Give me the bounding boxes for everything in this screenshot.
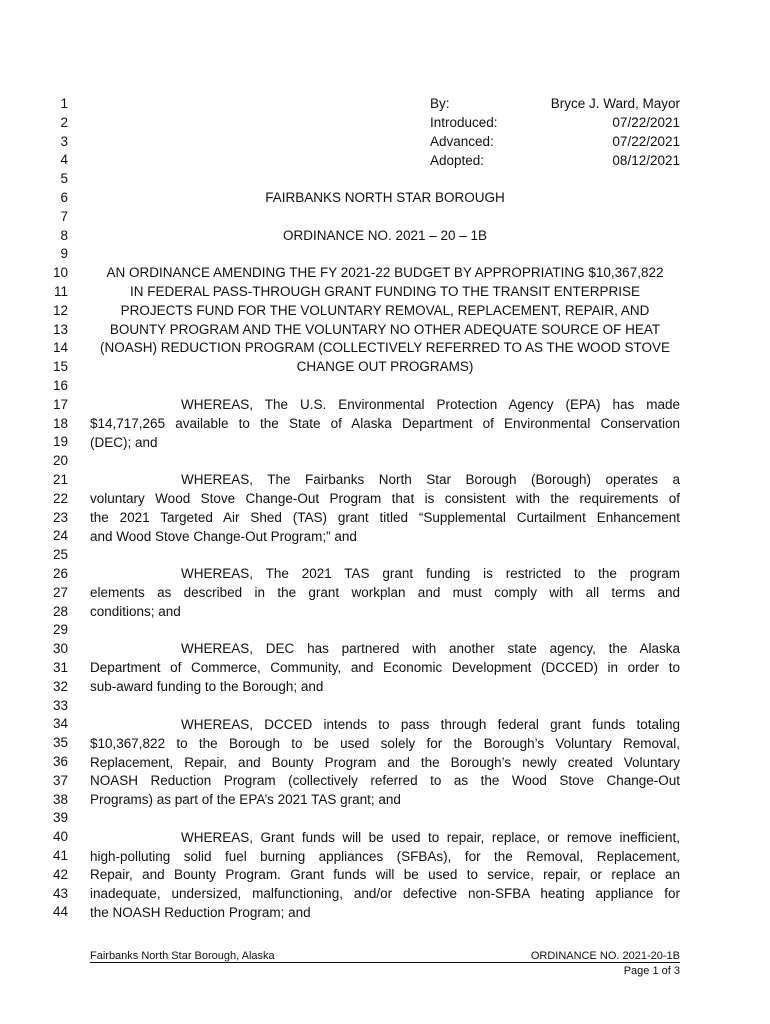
line-number: 24: [52, 528, 68, 544]
line-number: 36: [52, 754, 68, 769]
ordinance-title-line: CHANGE OUT PROGRAMS): [296, 359, 474, 374]
body-line: conditions; and: [90, 604, 181, 619]
footer-ordinance-number: ORDINANCE NO. 2021-20-1B: [530, 950, 680, 962]
introduced-label: Introduced:: [430, 115, 498, 130]
line-number: 40: [52, 829, 68, 845]
line-number: 37: [52, 772, 68, 788]
body-line: high-polluting solid fuel burning appliances (SFBAs), for the Removal, Replacement,: [90, 849, 680, 864]
page-number: Page 1 of 3: [623, 965, 680, 977]
body-line: NOASH Reduction Program (collectively referred to as the Wood Stove Change-Out: [90, 773, 680, 788]
line-number: 5: [60, 171, 68, 187]
line-number: 35: [52, 735, 68, 751]
body-line: Replacement, Repair, and Bounty Program and the Borough’s newly created Voluntary: [90, 755, 680, 770]
line-number: 14: [52, 340, 68, 356]
line-number: 9: [60, 246, 68, 262]
line-number: 34: [52, 716, 68, 732]
whereas-line: WHEREAS, DCCED intends to pass through federal grant funds totaling: [181, 717, 680, 732]
body-line: voluntary Wood Stove Change-Out Program that is consistent with the requirements of: [90, 491, 680, 506]
line-number: 28: [52, 603, 68, 619]
line-number: 11: [53, 284, 68, 299]
line-number: 27: [52, 584, 68, 600]
line-number: 33: [52, 697, 68, 713]
mayor-name: Bryce J. Ward, Mayor: [550, 96, 680, 111]
adopted-label: Adopted:: [430, 153, 485, 168]
whereas-line: WHEREAS, The U.S. Environmental Protection Agency (EPA) has made: [181, 397, 680, 412]
line-number: 4: [60, 152, 68, 168]
advanced-label: Advanced:: [430, 134, 494, 149]
line-number: 3: [60, 133, 68, 149]
line-number: 29: [52, 622, 68, 638]
ordinance-title-line: (NOASH) REDUCTION PROGRAM (COLLECTIVELY REFERRED TO AS THE WOOD STOVE: [99, 340, 671, 355]
line-number: 21: [52, 472, 68, 487]
footer-borough: Fairbanks North Star Borough, Alaska: [90, 950, 275, 962]
body-line: the NOASH Reduction Program; and: [90, 905, 311, 920]
body-line: inadequate, undersized, malfunctioning, and/or defective non-SFBA heating appliance for: [90, 886, 680, 901]
line-number: 10: [52, 265, 68, 281]
advanced-date: 07/22/2021: [612, 134, 680, 149]
line-number: 13: [52, 321, 68, 337]
whereas-line: WHEREAS, Grant funds will be used to repair, replace, or remove inefficient,: [181, 830, 680, 845]
whereas-line: WHEREAS, DEC has partnered with another state agency, the Alaska: [181, 641, 680, 656]
line-number: 23: [52, 509, 68, 525]
by-label: By:: [430, 96, 450, 111]
line-number: 25: [52, 547, 68, 563]
body-line: (DEC); and: [90, 435, 158, 450]
line-number: 8: [60, 227, 68, 243]
body-line: Department of Commerce, Community, and Economic Development (DCCED) in order to: [90, 660, 680, 675]
line-number: 19: [52, 434, 68, 450]
footer-divider: [90, 962, 680, 963]
whereas-line: WHEREAS, The 2021 TAS grant funding is restricted to the program: [181, 566, 680, 581]
borough-heading: FAIRBANKS NORTH STAR BOROUGH: [265, 190, 505, 205]
introduced-date: 07/22/2021: [612, 115, 680, 130]
whereas-line: WHEREAS, The Fairbanks North Star Borough (Borough) operates a: [181, 472, 680, 487]
body-line: $10,367,822 to the Borough to be used solely for the Borough’s Voluntary Removal,: [90, 736, 680, 751]
line-number: 30: [52, 641, 68, 657]
ordinance-number: ORDINANCE NO. 2021 – 20 – 1B: [282, 228, 488, 243]
line-number: 6: [60, 190, 68, 205]
line-number: 31: [52, 660, 68, 675]
line-number: 15: [52, 359, 68, 375]
line-number: 20: [52, 453, 68, 469]
body-line: the 2021 Targeted Air Shed (TAS) grant titled “Supplemental Curtailment Enhancement: [90, 510, 680, 525]
line-number: 16: [52, 378, 68, 393]
line-number: 39: [52, 810, 68, 826]
line-number: 32: [52, 678, 68, 694]
body-line: elements as described in the grant workplan and must comply with all terms and: [90, 585, 680, 600]
line-number: 7: [60, 208, 68, 224]
body-line: Programs) as part of the EPA’s 2021 TAS grant; and: [90, 792, 401, 807]
line-number: 22: [52, 490, 68, 506]
line-number: 1: [60, 96, 68, 111]
line-number: 41: [52, 848, 68, 863]
ordinance-title-line: PROJECTS FUND FOR THE VOLUNTARY REMOVAL, REPLACEMENT, REPAIR, AND: [120, 303, 650, 318]
ordinance-title-line: AN ORDINANCE AMENDING THE FY 2021-22 BUDGET BY APPROPRIATING $10,367,822: [106, 265, 664, 280]
ordinance-title-line: IN FEDERAL PASS-THROUGH GRANT FUNDING TO THE TRANSIT ENTERPRISE: [129, 284, 641, 299]
body-line: Repair, and Bounty Program. Grant funds will be used to service, repair, or replace an: [90, 867, 680, 882]
body-line: and Wood Stove Change-Out Program;” and: [90, 529, 357, 544]
body-line: sub-award funding to the Borough; and: [90, 679, 324, 694]
line-number: 43: [52, 885, 68, 901]
line-number: 38: [52, 791, 68, 807]
line-number: 18: [52, 415, 68, 431]
line-number: 12: [52, 302, 68, 318]
line-number: 26: [52, 566, 68, 581]
line-number: 44: [52, 904, 68, 920]
ordinance-title-line: BOUNTY PROGRAM AND THE VOLUNTARY NO OTHER ADEQUATE SOURCE OF HEAT: [109, 322, 661, 337]
adopted-date: 08/12/2021: [612, 153, 680, 168]
line-number: 42: [52, 866, 68, 882]
line-number: 2: [60, 114, 68, 130]
body-line: $14,717,265 available to the State of Alaska Department of Environmental Conservation: [90, 416, 680, 431]
line-number: 17: [52, 396, 68, 412]
